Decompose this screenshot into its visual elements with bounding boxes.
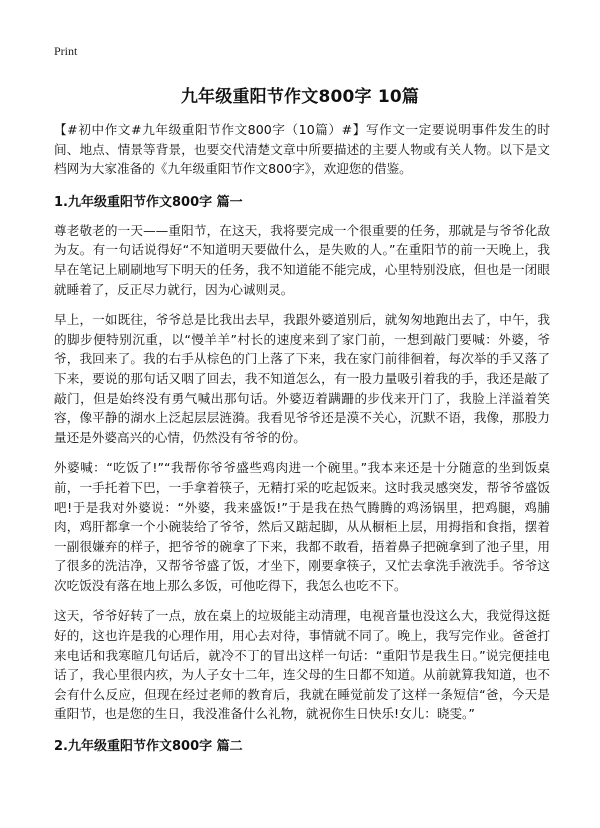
section-1-paragraph: 这天，爷爷好转了一点，放在桌上的垃圾能主动清理，电视音量也没这么大，我觉得这挺好的，这也许是我的心理作用，用心去对待，事情就不同了。晚上，我写完作业。爸爸打来电话和我寒暄几句话后，就冷不丁的冒出这样一句话：“重阳节是我生日。”说完便挂电话了，我心里很内疚，为人子女十二年，连父母的生日都不知道。从前就算我知道，也不会有什么反应，但现在经过老师的教育后，我就在睡觉前发了这样一条短信“爸，今天是重阳节，也是您的生日，我没准备什么礼物，就祝你生日快乐!女儿：晓雯。” (54, 608, 550, 722)
section-heading-1: 1.九年级重阳节作文800字 篇一 (54, 194, 243, 210)
section-1-paragraph: 尊老敬老的一天——重阳节，在这天，我将要完成一个很重要的任务，那就是与爷爷化敌为友。有一句话说得好“不知道明天要做什么，是失败的人。”在重阳节的前一天晚上，我早在笔记上刷刷地写下明天的任务，我不知道能不能完成，心里特别没底，但也是一闭眼就睡着了，反正尽力就行，因为心诚则灵。 (54, 222, 550, 297)
print-link[interactable]: Print (54, 44, 78, 58)
section-1-paragraph: 外婆喊：“吃饭了!”“我帮你爷爷盛些鸡肉进一个碗里。”我本来还是十分随意的坐到饭桌前，一手托着下巴，一手拿着筷子，无精打采的吃起饭来。这时我灵感突发，帮爷爷盛饭吧!于是我对外婆说：“外婆，我来盛饭!”于是我在热气腾腾的鸡汤锅里，把鸡腿，鸡脯肉，鸡肝都拿一个小碗装给了爷爷，然后又踮起脚，从从橱柜上层，用拇指和食指，摆着一副很嫌弃的样子，把爷爷的碗拿了下来，我都不敢看，捂着鼻子把碗拿到了池子里，用了很多的洗洁净，又帮爷爷盛了饭，才坐下，刚要拿筷子，又忙去拿洗手液洗手。爷爷这次吃饭没有落在地上那么多饭，可他吃得下，我怎么也吃不下。 (54, 460, 550, 593)
section-heading-2: 2.九年级重阳节作文800字 篇二 (54, 739, 243, 755)
page-title: 九年级重阳节作文800字 10篇 (180, 87, 420, 107)
section-1-paragraph: 早上，一如既往，爷爷总是比我出去早，我跟外婆道别后，就匆匆地跑出去了，中午，我的脚步便特别沉重，以“慢羊羊”村长的速度来到了家门前，一想到敲门要喊：外婆，爷爷，我回来了。我的右手从棕色的门上落了下来，我在家门前徘徊着，每次举的手又落了下来，要说的那句话又咽了回去，我不知道怎么，有一股力量吸引着我的手，我还是敲了敲门，但是始终没有勇气喊出那句话。外婆迈着蹒跚的步伐来开门了，我脸上洋溢着笑容，像平静的湖水上泛起层层涟漪。我看见爷爷还是漠不关心，沉默不语，我像，那股力量还是外婆高兴的心情，仍然没有爷爷的份。 (54, 312, 550, 445)
intro-paragraph: 【#初中作文#九年级重阳节作文800字（10篇）#】写作文一定要说明事件发生的时间、地点、情景等背景，也要交代清楚文章中所要描述的主要人物或有关人物。以下是文档网为大家准备的《九年级重阳节作文800字》，欢迎您的借鉴。 (54, 122, 550, 177)
article-body (54, 120, 550, 765)
